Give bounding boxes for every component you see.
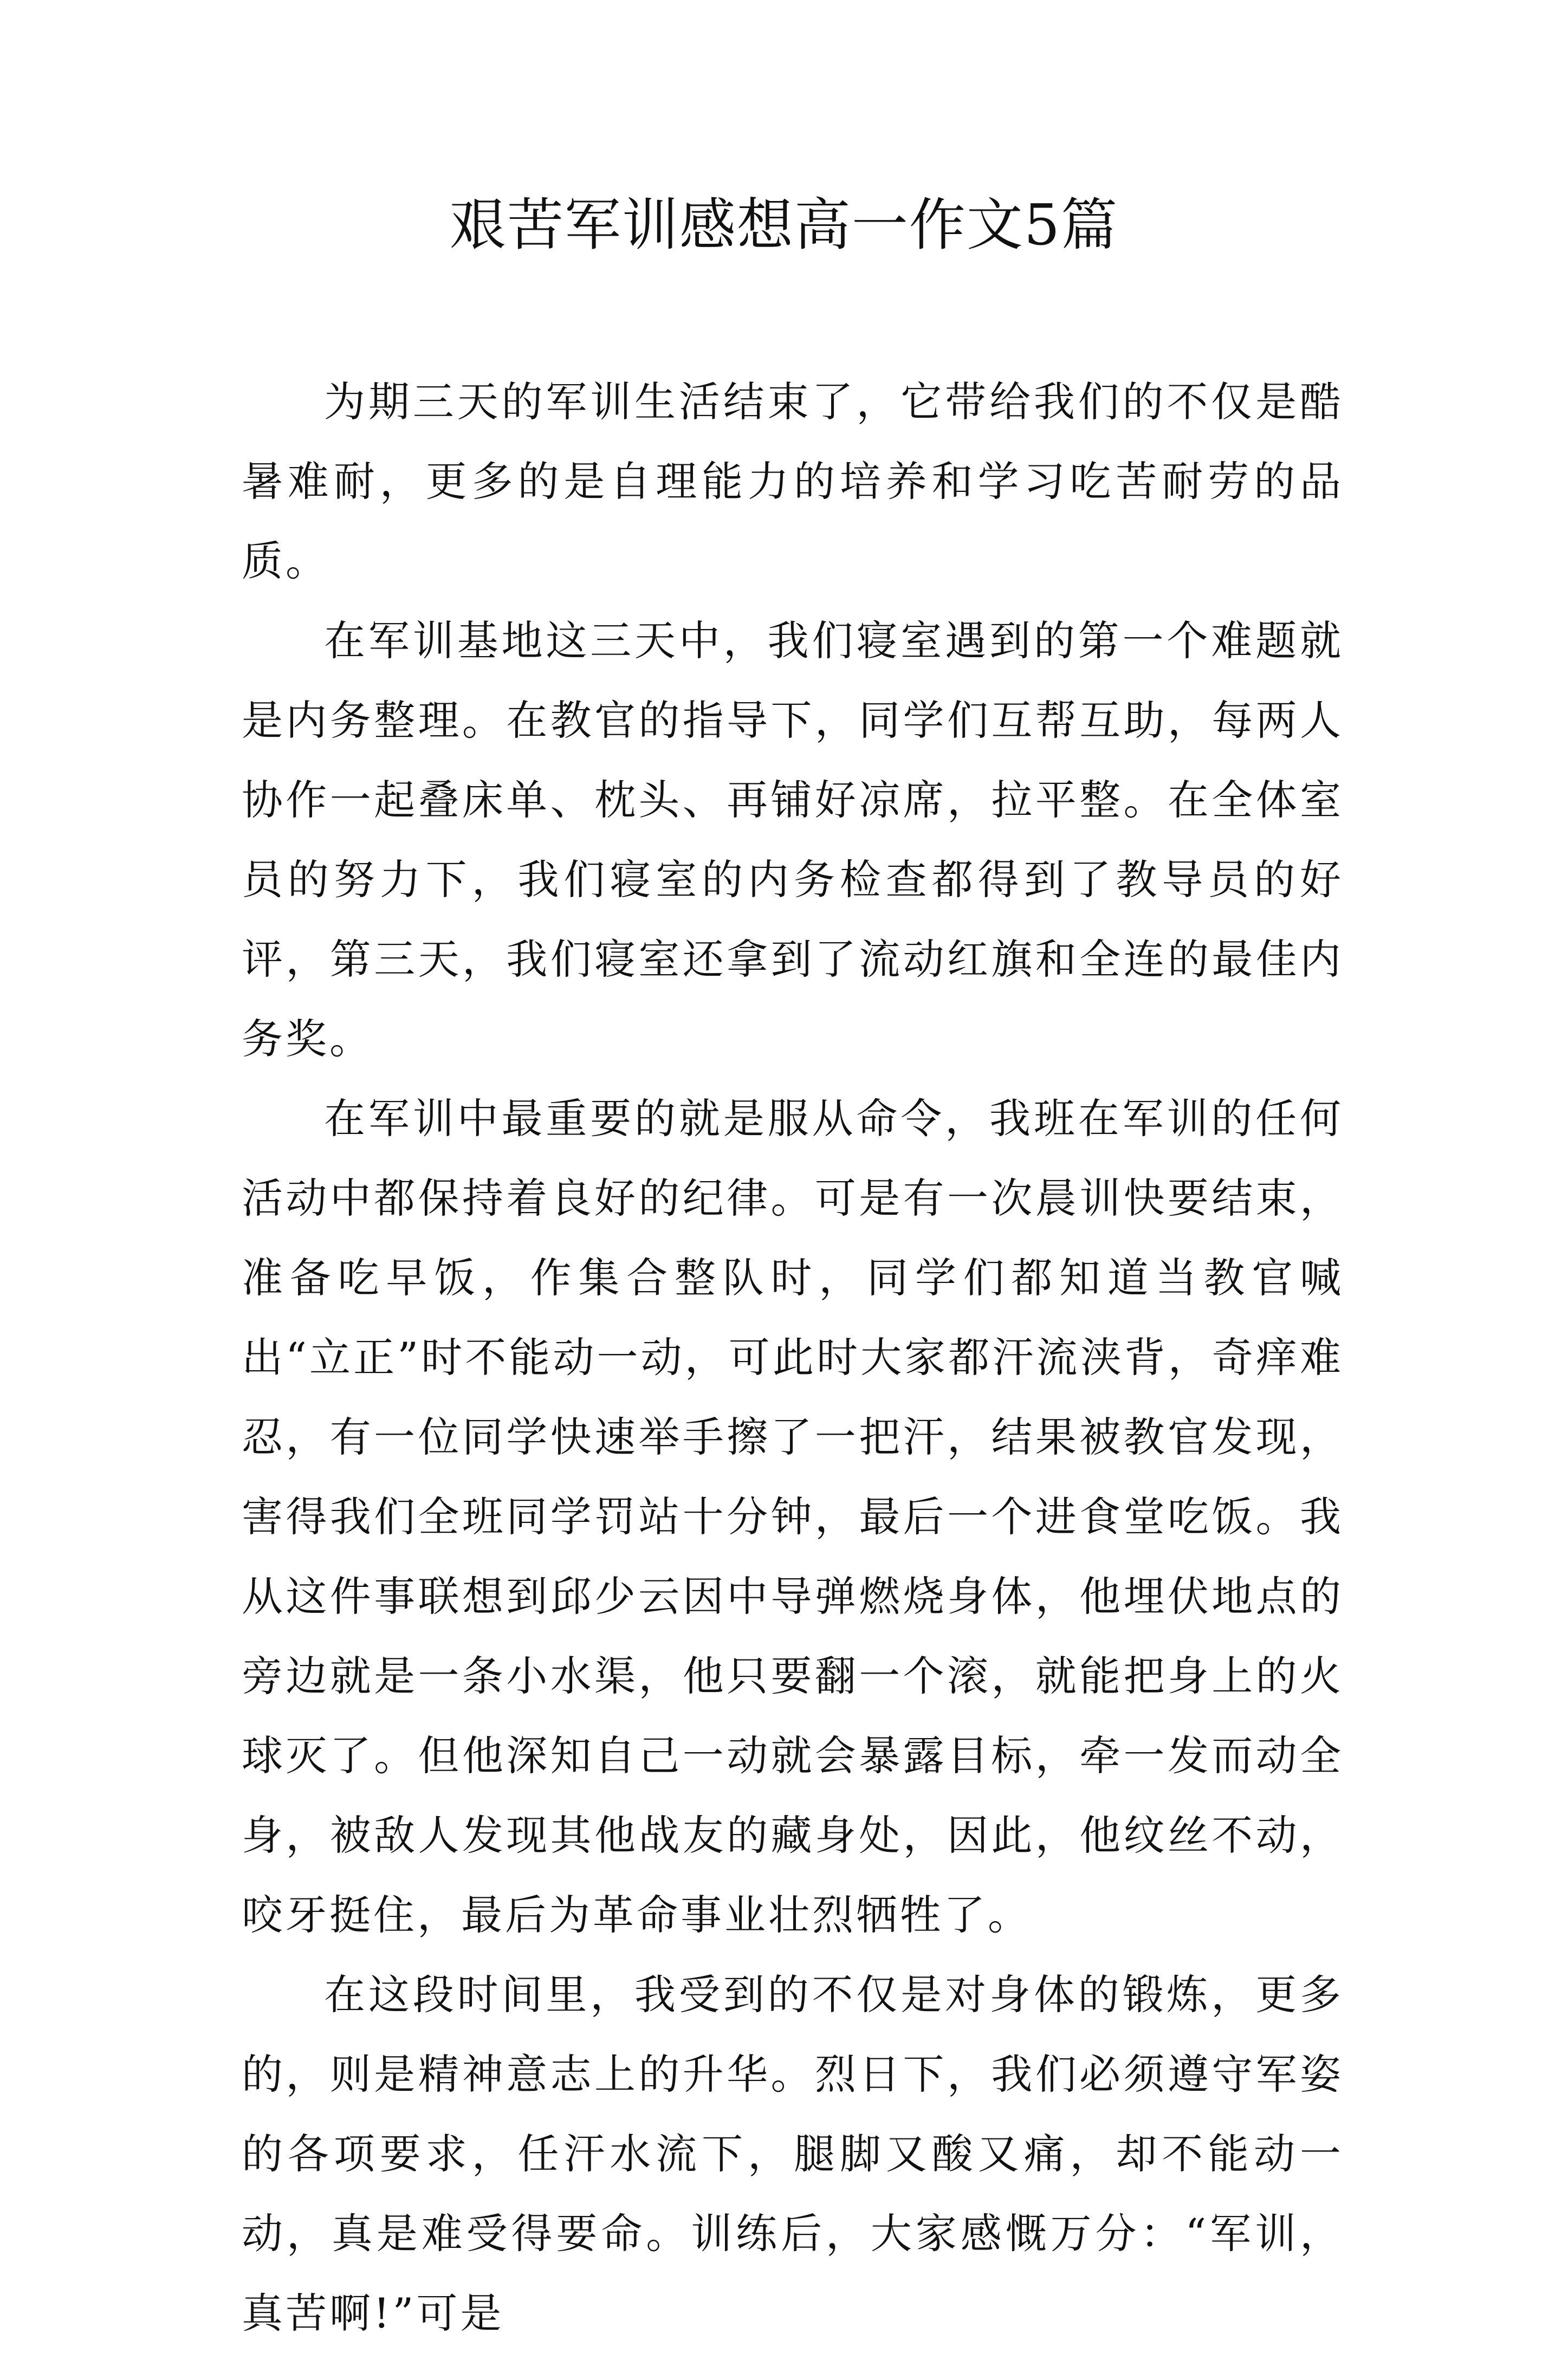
paragraph-1: 为期三天的军训生活结束了，它带给我们的不仅是酷暑难耐，更多的是自理能力的培养和学习吃苦耐劳的品质。 — [242, 378, 1344, 585]
paragraph-3: 在军训中最重要的就是服从命令，我班在军训的任何活动中都保持着良好的纪律。可是有一次晨训快要结束，准备吃早饭，作集合整队时，同学们都知道当教官喊出“立正”时不能动一动，可此时大家都汗流浃背，奇痒难忍，有一位同学快速举手擦了一把汗，结果被教官发现，害得我们全班同学罚站十分钟，最后一个进食堂吃饭。我从这件事联想到邱少云因中导弹燃烧身体，他埋伏地点的旁边就是一条小水渠，他只要翻一个滚，就能把身上的火球灭了。但他深知自己一动就会暴露目标，牵一发而动全身，被敌人发现其他战友的藏身处，因此，他纹丝不动，咬牙挺住，最后为革命事业壮烈牺牲了。 — [242, 1094, 1344, 1939]
paragraph-2: 在军训基地这三天中，我们寝室遇到的第一个难题就是内务整理。在教官的指导下，同学们互帮互助，每两人协作一起叠床单、枕头、再铺好凉席，拉平整。在全体室员的努力下，我们寝室的内务检查都得到了教导员的好评，第三天，我们寝室还拿到了流动红旗和全连的最佳内务奖。 — [242, 617, 1344, 1063]
document-title: 艰苦军训感想高一作文5篇 — [449, 192, 1119, 258]
document-body — [242, 362, 1344, 2353]
paragraph-4: 在这段时间里，我受到的不仅是对身体的锻炼，更多的，则是精神意志上的升华。烈日下，我们必须遵守军姿的各项要求，任汗水流下，腿脚又酸又痛，却不能动一动，真是难受得要命。训练后，大家感慨万分：“军训，真苦啊!”可是 — [242, 1970, 1344, 2337]
